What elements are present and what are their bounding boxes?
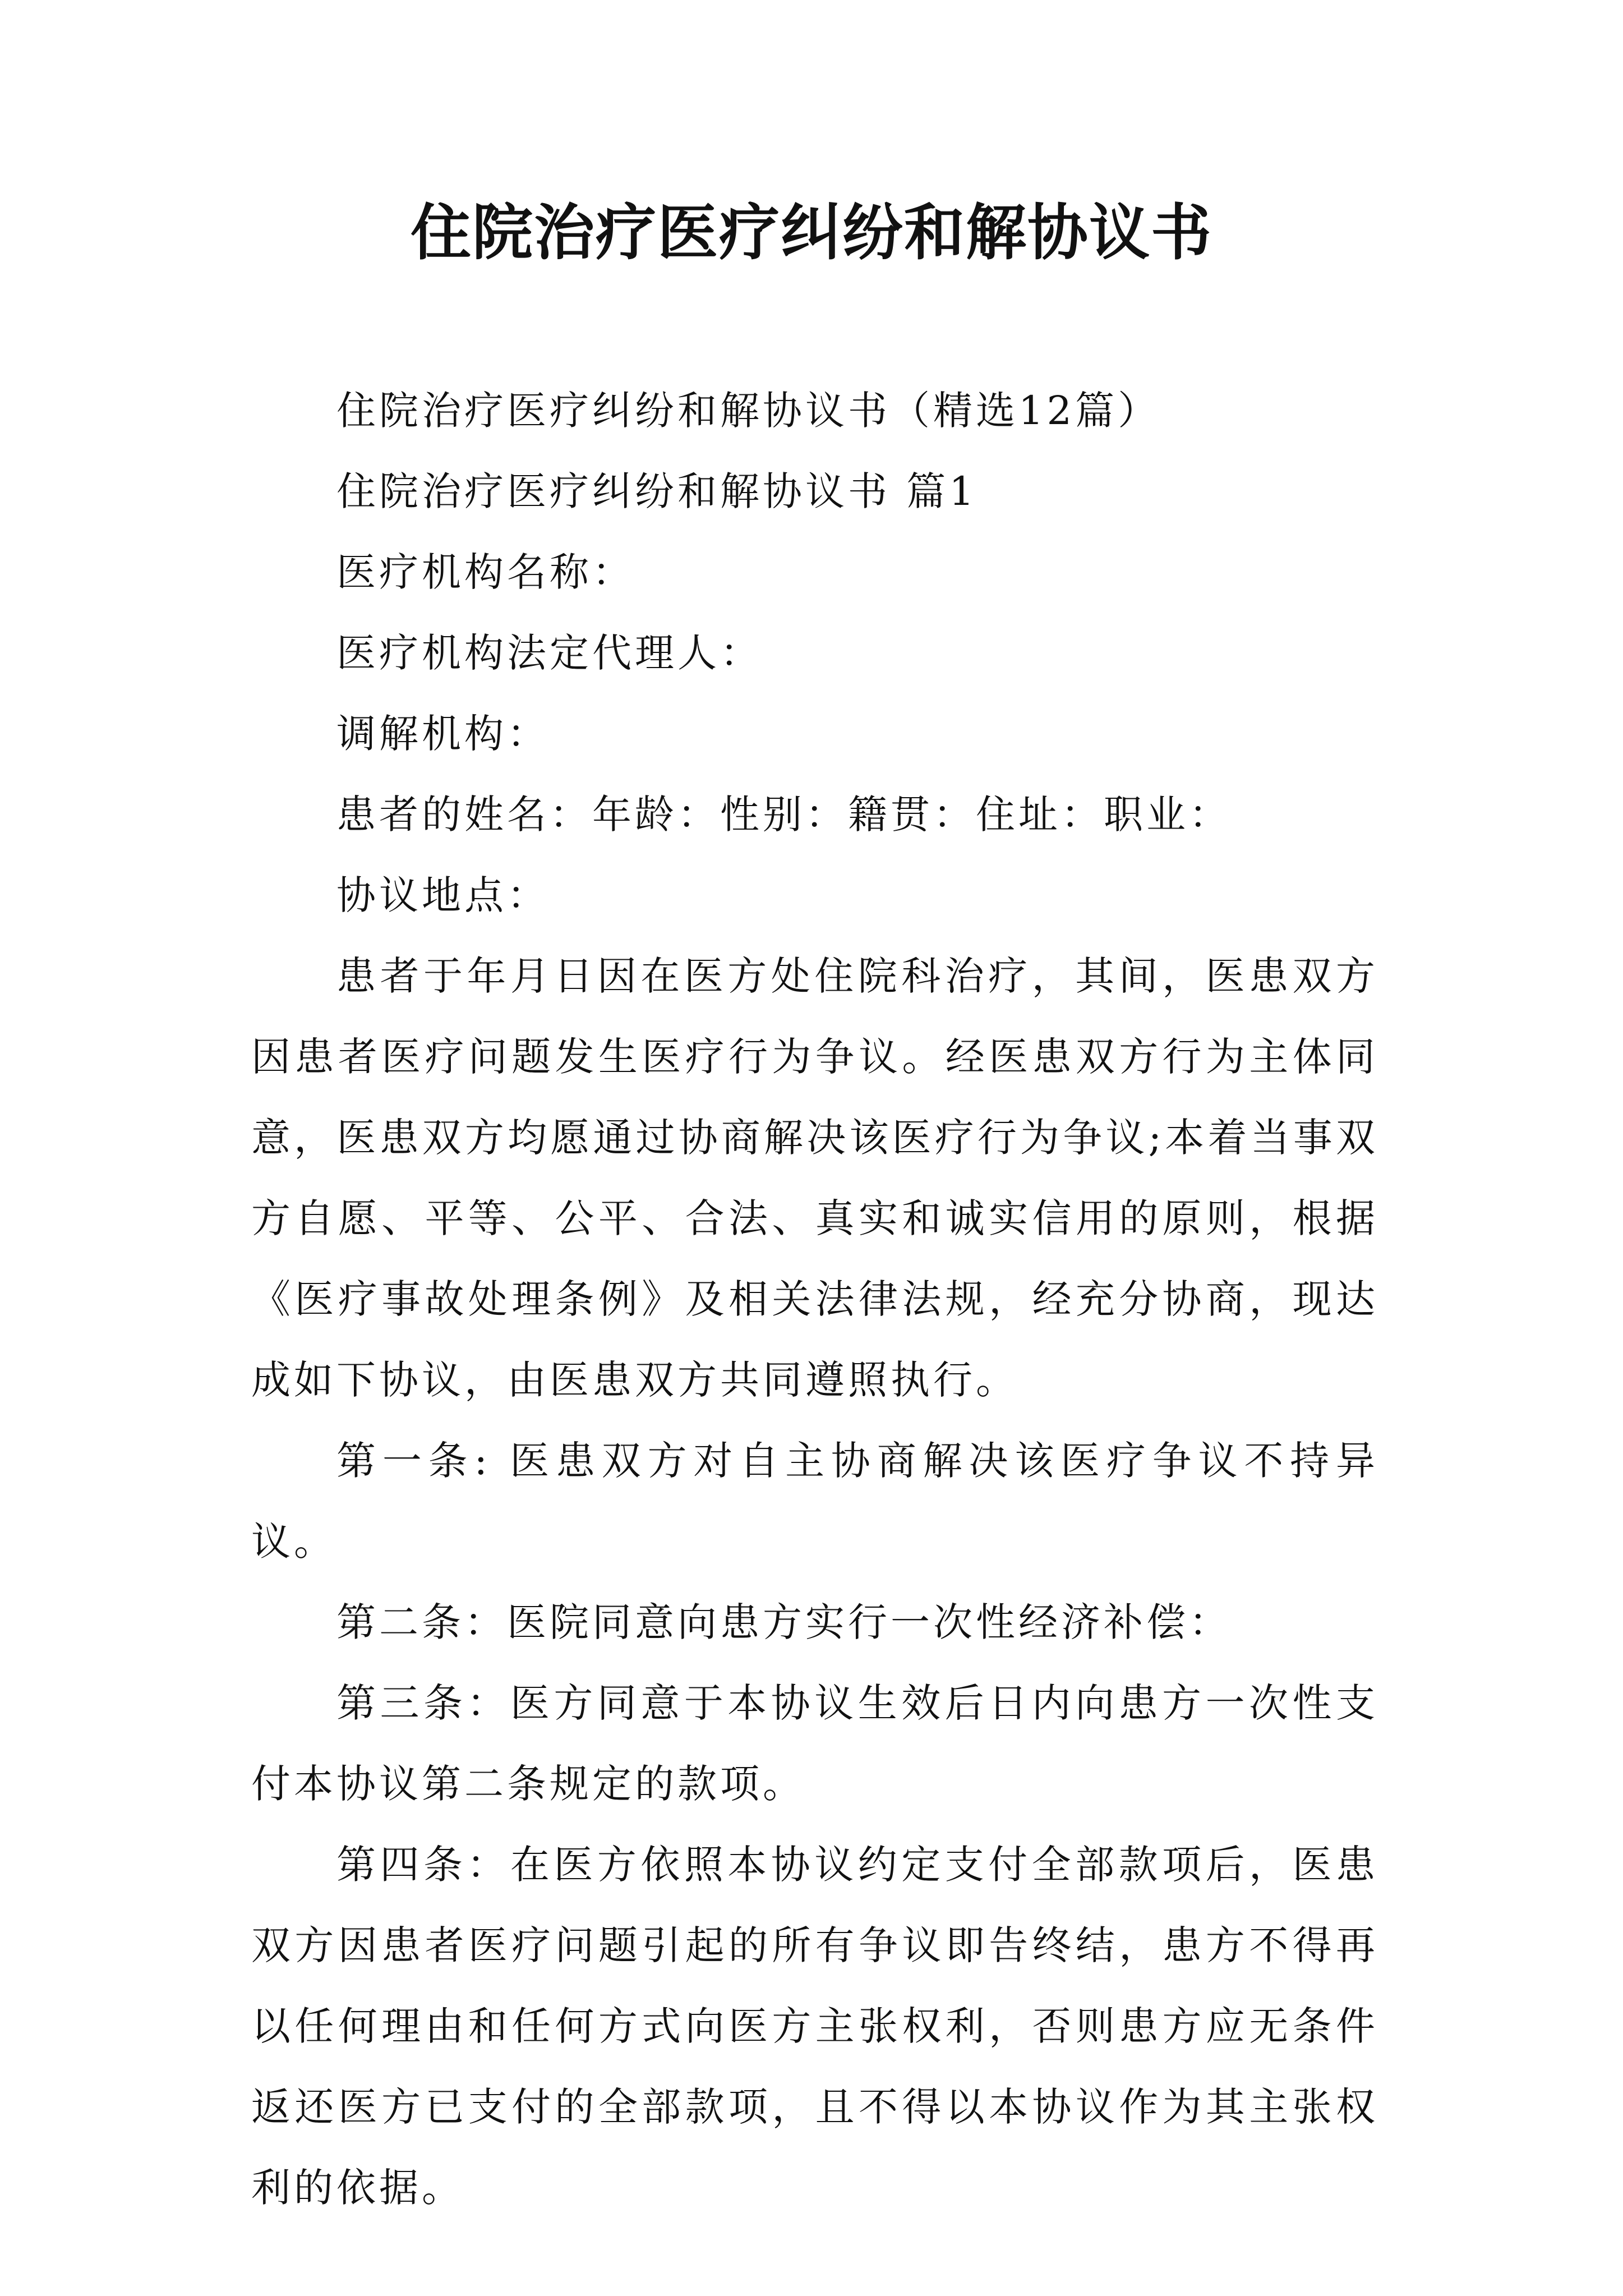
paragraph-mediation-agency: 调解机构： [336, 711, 550, 757]
document-body [251, 370, 1378, 2228]
paragraph-institution-name: 医疗机构名称： [336, 549, 635, 595]
paragraph-article-2: 第二条：医院同意向患方实行一次性经济补偿： [336, 1599, 1232, 1645]
document-title: 住院治疗医疗纠纷和解协议书 [410, 197, 1212, 268]
paragraph-legal-representative: 医疗机构法定代理人： [336, 630, 763, 676]
paragraph-article-1: 第一条: 医患双方对自主协商解决该医疗争议不持异议。 [251, 1438, 1378, 1565]
paragraph-agreement-location: 协议地点： [336, 872, 550, 918]
paragraph-section-heading: 住院治疗医疗纠纷和解协议书 篇1 [336, 468, 978, 514]
paragraph-article-4: 第四条：在医方依照本协议约定支付全部款项后，医患双方因患者医疗问题引起的所有争议即告终结，患方不得再以任何理由和任何方式向医方主张权利，否则患方应无条件返还医方已支付的全部款项，且不得以本协议作为其主张权利的依据。 [251, 1842, 1378, 2211]
paragraph-subtitle: 住院治疗医疗纠纷和解协议书（精选12篇） [336, 388, 1161, 434]
paragraph-patient-info: 患者的姓名：年龄：性别：籍贯：住址：职业： [336, 792, 1232, 838]
paragraph-article-3: 第三条：医方同意于本协议生效后日内向患方一次性支付本协议第二条规定的款项。 [251, 1680, 1378, 1807]
paragraph-background: 患者于年月日因在医方处住院科治疗，其间，医患双方因患者医疗问题发生医疗行为争议。经医患双方行为主体同意，医患双方均愿通过协商解决该医疗行为争议;本着当事双方自愿、平等、公平、合法、真实和诚实信用的原则，根据《医疗事故处理条例》及相关法律法规，经充分协商，现达成如下协议，由医患双方共同遵照执行。 [251, 953, 1378, 1403]
